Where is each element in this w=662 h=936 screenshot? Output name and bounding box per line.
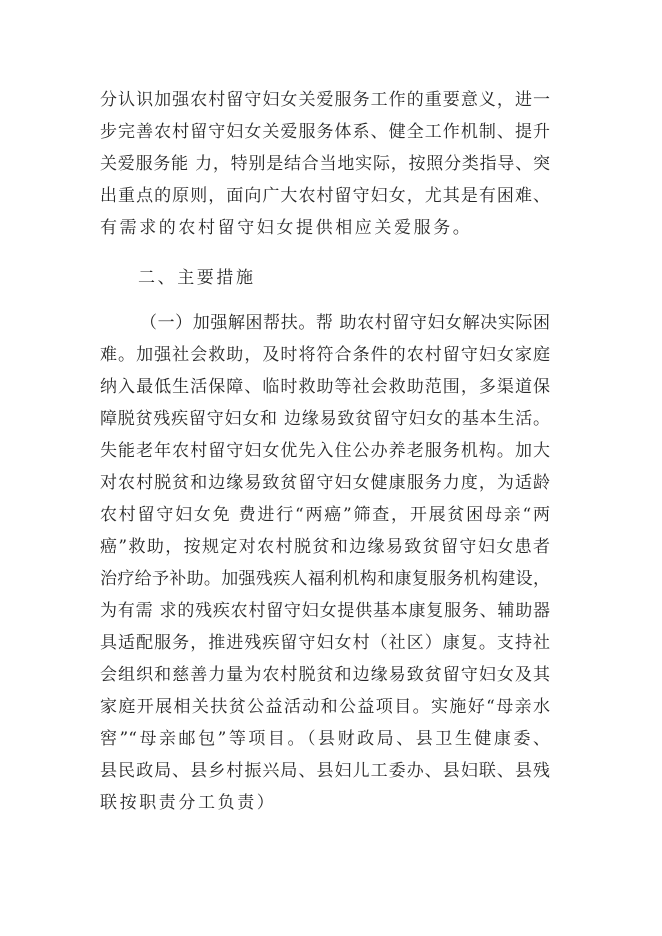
intro-line: 分认识加强农村留守妇女关爱服务工作的重要意义，进一 bbox=[100, 90, 550, 110]
paragraph-line: 为有需 求的残疾农村留守妇女提供基本康复服务、辅助器 bbox=[100, 601, 550, 621]
intro-line: 步完善农村留守妇女关爱服务体系、健全工作机制、提升 bbox=[100, 122, 550, 142]
intro-line: 关爱服务能 力，特别是结合当地实际，按照分类指导、突 bbox=[100, 154, 550, 174]
section-heading: 二、主要措施 bbox=[138, 268, 256, 288]
paragraph-line: 农村留守妇女免 费进行“两癌”筛查，开展贫困母亲“两 bbox=[100, 505, 550, 525]
paragraph-line: 县民政局、县乡村振兴局、县妇儿工委办、县妇联、县残 bbox=[100, 761, 550, 781]
paragraph-line: 家庭开展相关扶贫公益活动和公益项目。实施好“母亲水 bbox=[100, 697, 550, 717]
paragraph-line: 障脱贫残疾留守妇女和 边缘易致贫留守妇女的基本生活。 bbox=[100, 409, 550, 429]
paragraph-line: 难。加强社会救助，及时将符合条件的农村留守妇女家庭 bbox=[100, 345, 550, 365]
paragraph-line: （一）加强解困帮扶。帮 助农村留守妇女解决实际困 bbox=[140, 313, 550, 333]
paragraph-line: 具适配服务，推进残疾留守妇女村（社区）康复。支持社 bbox=[100, 633, 550, 653]
paragraph-line: 失能老年农村留守妇女优先入住公办养老服务机构。加大 bbox=[100, 441, 550, 461]
paragraph-line: 会组织和慈善力量为农村脱贫和边缘易致贫留守妇女及其 bbox=[100, 665, 550, 685]
intro-line: 有需求的农村留守妇女提供相应关爱服务。 bbox=[100, 218, 473, 238]
paragraph-line: 联按职责分工负责） bbox=[100, 793, 277, 813]
paragraph-line: 治疗给予补助。加强残疾人福利机构和康复服务机构建设， bbox=[100, 569, 550, 589]
intro-line: 出重点的原则，面向广大农村留守妇女，尤其是有困难、 bbox=[100, 186, 550, 206]
paragraph-line: 癌”救助，按规定对农村脱贫和边缘易致贫留守妇女患者 bbox=[100, 537, 550, 557]
paragraph-line: 纳入最低生活保障、临时救助等社会救助范围，多渠道保 bbox=[100, 377, 550, 397]
paragraph-line: 窖”“母亲邮包”等项目。（县财政局、县卫生健康委、 bbox=[100, 729, 550, 749]
paragraph-line: 对农村脱贫和边缘易致贫留守妇女健康服务力度，为适龄 bbox=[100, 473, 550, 493]
